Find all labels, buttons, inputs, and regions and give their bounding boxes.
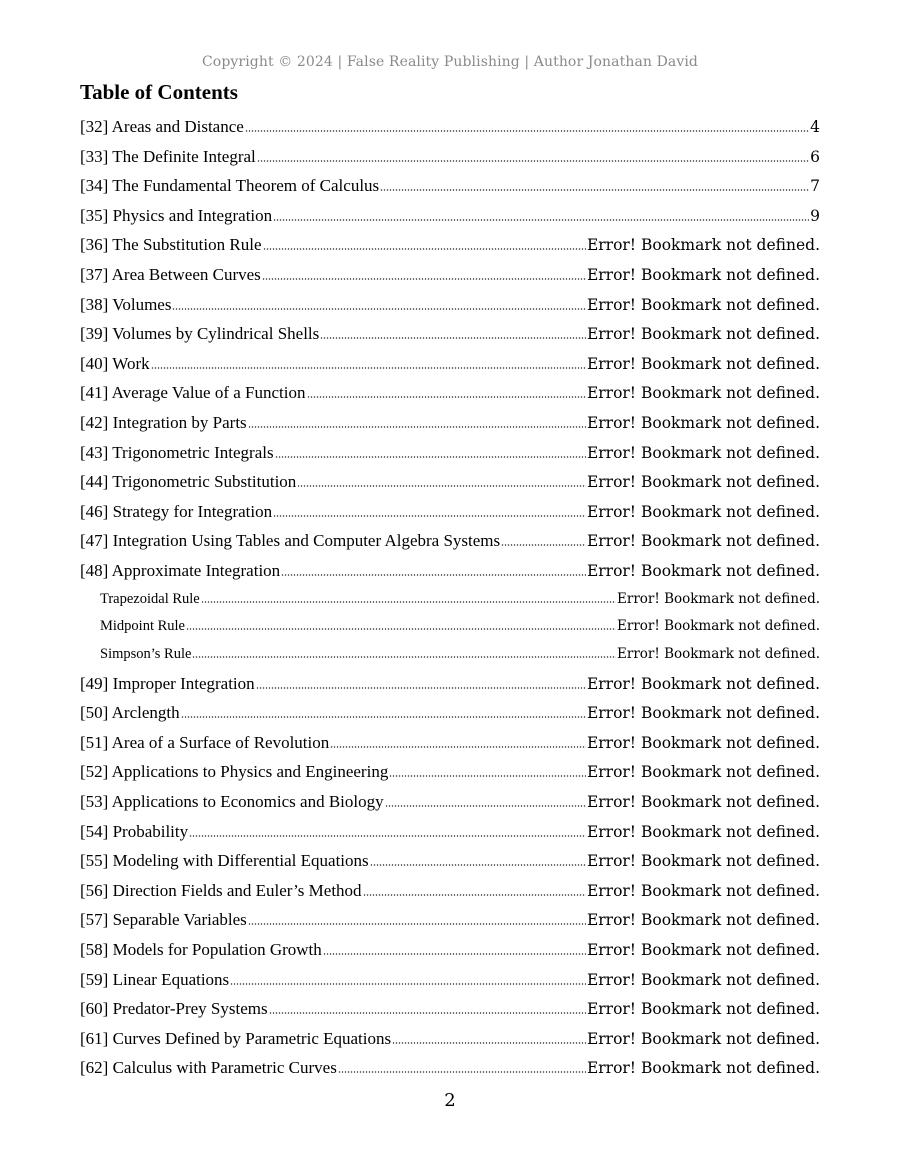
toc-entry[interactable] xyxy=(80,698,820,728)
dot-leader xyxy=(307,381,586,398)
toc-entry[interactable] xyxy=(80,467,820,497)
dot-leader xyxy=(248,411,586,428)
toc-entry-page: Error! Bookmark not defined. xyxy=(586,384,820,403)
toc-entry-label: [38] Volumes xyxy=(80,294,172,314)
toc-entry[interactable] xyxy=(80,787,820,817)
toc-entry[interactable] xyxy=(80,728,820,758)
toc-entry[interactable] xyxy=(80,112,820,142)
toc-entry-page: Error! Bookmark not defined. xyxy=(586,852,820,871)
toc-entry-label: [37] Area Between Curves xyxy=(80,264,261,284)
copyright-header: Copyright © 2024 | False Reality Publishing | Author Jonathan David xyxy=(201,54,698,70)
toc-entry-page: Error! Bookmark not defined. xyxy=(586,1059,820,1078)
toc-title: Table of Contents xyxy=(80,80,238,104)
toc-entry-page: 4 xyxy=(810,118,820,136)
dot-leader xyxy=(389,760,586,777)
toc-entry-page: Error! Bookmark not defined. xyxy=(586,1029,820,1048)
toc-entry-label: [47] Integration Using Tables and Computer Algebra Systems xyxy=(80,531,501,551)
toc-list xyxy=(80,112,820,1083)
toc-entry[interactable] xyxy=(80,965,820,995)
toc-entry-page: Error! Bookmark not defined. xyxy=(586,265,820,284)
dot-leader xyxy=(189,820,586,837)
toc-entry-page: Error! Bookmark not defined. xyxy=(586,354,820,373)
dot-leader xyxy=(256,672,586,689)
toc-entry-label: [54] Probability xyxy=(80,821,189,841)
toc-entry-label: Trapezoidal Rule xyxy=(100,590,200,607)
toc-entry-label: [48] Approximate Integration xyxy=(80,560,281,580)
dot-leader xyxy=(257,145,809,162)
dot-leader xyxy=(186,616,616,631)
toc-entry-label: [36] The Substitution Rule xyxy=(80,235,262,255)
toc-entry-label: [33] The Definite Integral xyxy=(80,146,256,166)
toc-entry[interactable] xyxy=(80,817,820,847)
dot-leader xyxy=(192,643,616,658)
toc-entry-page: Error! Bookmark not defined. xyxy=(586,674,820,693)
dot-leader xyxy=(297,470,586,487)
toc-entry-page: 9 xyxy=(810,206,820,225)
toc-entry-page: Error! Bookmark not defined. xyxy=(586,532,820,551)
dot-leader xyxy=(380,174,809,191)
dot-leader xyxy=(392,1027,586,1044)
toc-entry[interactable] xyxy=(80,905,820,935)
toc-entry-page: Error! Bookmark not defined. xyxy=(586,733,820,752)
toc-entry-label: [49] Improper Integration xyxy=(80,673,255,693)
toc-entry[interactable] xyxy=(80,497,820,527)
toc-entry[interactable] xyxy=(80,408,820,438)
toc-entry[interactable] xyxy=(80,669,820,699)
toc-entry-page: 6 xyxy=(810,147,820,166)
dot-leader xyxy=(172,293,585,310)
toc-entry-page: Error! Bookmark not defined. xyxy=(617,618,820,635)
toc-entry-page: Error! Bookmark not defined. xyxy=(617,645,820,662)
dot-leader xyxy=(263,233,586,250)
toc-entry-page: Error! Bookmark not defined. xyxy=(586,792,820,811)
toc-entry[interactable] xyxy=(80,1053,820,1083)
dot-leader xyxy=(262,263,586,280)
toc-entry-label: [34] The Fundamental Theorem of Calculus xyxy=(80,176,380,196)
toc-entry-label: [59] Linear Equations xyxy=(80,969,230,989)
toc-entry-label: [41] Average Value of a Function xyxy=(80,383,306,403)
toc-subentry[interactable] xyxy=(80,586,820,614)
toc-entry-label: [46] Strategy for Integration xyxy=(80,501,273,521)
toc-entry-label: Midpoint Rule xyxy=(100,618,185,635)
toc-entry-label: [50] Arclength xyxy=(80,703,180,723)
toc-entry[interactable] xyxy=(80,171,820,201)
toc-entry-page: Error! Bookmark not defined. xyxy=(586,473,820,492)
toc-entry-label: [52] Applications to Physics and Engineering xyxy=(80,762,389,782)
toc-subentry[interactable] xyxy=(80,641,820,669)
dot-leader xyxy=(370,849,586,866)
toc-entry[interactable] xyxy=(80,378,820,408)
toc-entry[interactable] xyxy=(80,230,820,260)
toc-entry-page: Error! Bookmark not defined. xyxy=(586,970,820,989)
dot-leader xyxy=(273,500,586,517)
toc-entry-label: [60] Predator-Prey Systems xyxy=(80,999,268,1019)
toc-entry[interactable] xyxy=(80,1024,820,1054)
dot-leader xyxy=(338,1056,586,1073)
toc-entry-page: Error! Bookmark not defined. xyxy=(586,881,820,900)
dot-leader xyxy=(363,879,586,896)
toc-entry-label: [56] Direction Fields and Euler’s Method xyxy=(80,880,362,900)
dot-leader xyxy=(281,559,586,576)
toc-entry-page: Error! Bookmark not defined. xyxy=(617,590,820,607)
toc-entry-label: [61] Curves Defined by Parametric Equations xyxy=(80,1028,392,1048)
toc-entry-page: Error! Bookmark not defined. xyxy=(586,443,820,462)
toc-entry-label: [40] Work xyxy=(80,353,150,373)
toc-entry[interactable] xyxy=(80,319,820,349)
toc-entry-label: [51] Area of a Surface of Revolution xyxy=(80,732,330,752)
toc-entry-page: Error! Bookmark not defined. xyxy=(586,763,820,782)
toc-entry[interactable] xyxy=(80,757,820,787)
toc-entry-label: [53] Applications to Economics and Biology xyxy=(80,791,384,811)
toc-subentry[interactable] xyxy=(80,613,820,641)
toc-entry-page: Error! Bookmark not defined. xyxy=(586,502,820,521)
toc-entry-label: [58] Models for Population Growth xyxy=(80,939,322,959)
toc-entry-label: [35] Physics and Integration xyxy=(80,205,273,225)
toc-entry[interactable] xyxy=(80,260,820,290)
toc-entry-page: Error! Bookmark not defined. xyxy=(586,236,820,255)
toc-entry[interactable] xyxy=(80,349,820,379)
dot-leader xyxy=(330,731,586,748)
dot-leader xyxy=(230,968,586,985)
toc-entry-label: [43] Trigonometric Integrals xyxy=(80,442,274,462)
toc-entry[interactable] xyxy=(80,994,820,1024)
toc-entry-label: [57] Separable Variables xyxy=(80,910,247,930)
toc-entry-label: [55] Modeling with Differential Equations xyxy=(80,851,369,871)
toc-entry[interactable] xyxy=(80,142,820,172)
toc-entry-label: [32] Areas and Distance xyxy=(80,117,244,136)
toc-entry-page: Error! Bookmark not defined. xyxy=(586,940,820,959)
dot-leader xyxy=(501,529,586,546)
toc-entry-label: [62] Calculus with Parametric Curves xyxy=(80,1058,337,1078)
toc-entry[interactable] xyxy=(80,438,820,468)
toc-entry[interactable] xyxy=(80,526,820,556)
dot-leader xyxy=(181,701,586,718)
toc-entry-label: [44] Trigonometric Substitution xyxy=(80,472,297,492)
dot-leader xyxy=(151,352,586,369)
dot-leader xyxy=(201,588,616,603)
toc-entry[interactable] xyxy=(80,876,820,906)
dot-leader xyxy=(248,908,586,925)
dot-leader xyxy=(245,115,809,132)
toc-entry-label: [42] Integration by Parts xyxy=(80,412,247,432)
toc-entry-page: Error! Bookmark not defined. xyxy=(586,704,820,723)
dot-leader xyxy=(323,938,586,955)
toc-entry-page: Error! Bookmark not defined. xyxy=(586,413,820,432)
toc-entry-page: Error! Bookmark not defined. xyxy=(586,822,820,841)
dot-leader xyxy=(385,790,586,807)
toc-entry-page: Error! Bookmark not defined. xyxy=(586,325,820,344)
page-number: 2 xyxy=(444,1090,456,1111)
toc-entry[interactable] xyxy=(80,201,820,231)
toc-entry[interactable] xyxy=(80,290,820,320)
toc-entry-page: Error! Bookmark not defined. xyxy=(586,911,820,930)
toc-entry-label: Simpson’s Rule xyxy=(100,645,192,662)
toc-entry-label: [39] Volumes by Cylindrical Shells xyxy=(80,324,320,344)
toc-entry-page: 7 xyxy=(810,177,820,196)
toc-entry-page: Error! Bookmark not defined. xyxy=(586,561,820,580)
toc-entry[interactable] xyxy=(80,556,820,586)
dot-leader xyxy=(273,204,809,221)
dot-leader xyxy=(320,322,586,339)
toc-entry[interactable] xyxy=(80,846,820,876)
toc-entry-page: Error! Bookmark not defined. xyxy=(586,1000,820,1019)
toc-entry[interactable] xyxy=(80,935,820,965)
toc-entry-page: Error! Bookmark not defined. xyxy=(586,295,820,314)
dot-leader xyxy=(275,441,586,458)
dot-leader xyxy=(269,997,586,1014)
